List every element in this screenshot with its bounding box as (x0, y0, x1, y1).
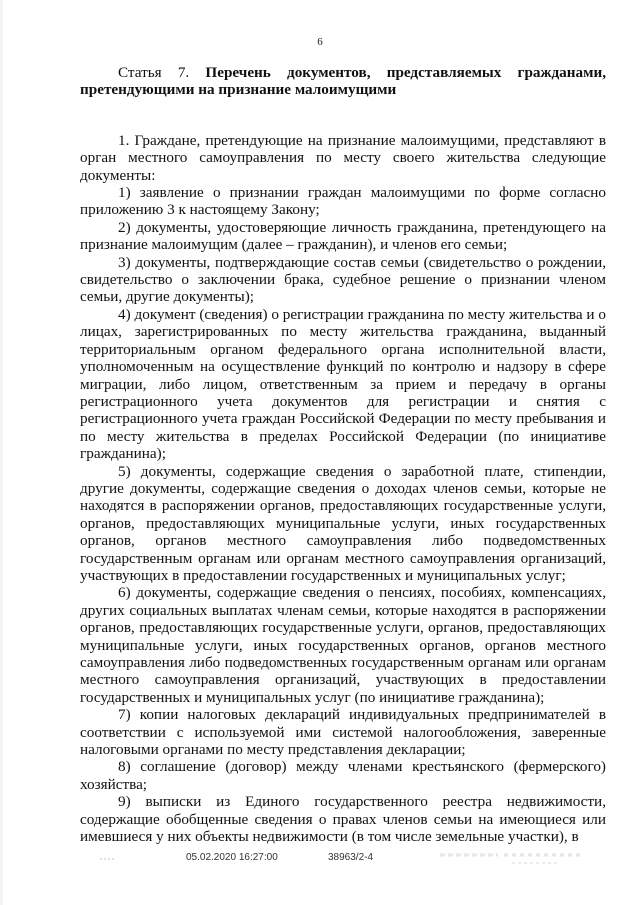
article-heading (80, 64, 606, 99)
list-item-6: 6) документы, содержащие сведения о пенсиях, пособиях, компенсациях, других социальных выплатах членам семьи, которые находятся в распоряжении органов, предоставляющих государственные услуги, органов, предоставляющих муниципальные услуги, иных государственных органов, органов местного самоуправления либо подведомственных государственным органам или органам местного самоуправления организаций, участвующих в предоставлении государственных и муниципальных услуг (по инициативе гражданина); (80, 584, 606, 706)
footer-reg-number: 38963/2-4 (328, 852, 374, 863)
document-body (80, 64, 606, 845)
article-label: Статья 7. (118, 64, 190, 81)
list-item-5: 5) документы, содержащие сведения о заработной плате, стипендии, другие документы, содержащие сведения о доходах членов семьи, которые не находятся в распоряжении органов, предоставляющих государственные услуги, органов, предоставляющих муниципальные услуги, иных государственных органов, органов местного самоуправления либо подведомственных государственным органам или органам местного самоуправления организаций, участвующих в предоставлении государственных и муниципальных услуг; (80, 462, 606, 584)
list-item-7: 7) копии налоговых деклараций индивидуальных предпринимателей в соответствии с используемой ими системой налогообложения, заверенные налоговыми органами по месту представления декларации; (80, 706, 606, 759)
article-title: Перечень документов, представляемых гражданами, претендующими на признание малоимущими (80, 64, 607, 99)
list-item-1: 1) заявление о признании граждан малоимущими по форме согласно приложению 3 к настоящему Закону; (80, 184, 606, 219)
list-item-3: 3) документы, подтверждающие состав семьи (свидетельство о рождении, свидетельство о заключении брака, судебное решение о признании членом семьи, другие документы); (80, 253, 606, 306)
page-number: 6 (317, 36, 323, 48)
list-item-9: 9) выписки из Единого государственного реестра недвижимости, содержащие обобщенные сведения о правах членов семьи на имеющиеся или имевшиеся у них объекты недвижимости (в том числе земельные участки), в (80, 793, 606, 846)
paragraph-list (80, 132, 606, 846)
list-item-4: 4) документ (сведения) о регистрации гражданина по месту жительства и о лицах, зарегистрированных по месту жительства гражданина, выданный территориальным органом федерального органа исполнительной власти, уполномоченным на осуществление функций по контролю и надзору в сфере миграции, либо лицом, ответственным за прием и передачу в органы регистрационного учета документов для регистрации и снятия с регистрационного учета граждан Российской Федерации по месту пребывания и по месту жительства в пределах Российской Федерации (по инициативе гражданина); (80, 305, 606, 463)
faint-watermark-icon (438, 850, 588, 868)
paragraph-item-1: 1. Граждане, претендующие на признание малоимущими, представляют в орган местного самоуправления по месту своего жительства следующие документы: (80, 131, 606, 184)
faint-watermark-text (438, 850, 588, 868)
footer-date: 05.02.2020 16:27:00 (186, 852, 278, 863)
list-item-2: 2) документы, удостоверяющие личность гражданина, претендующего на признание малоимущим (далее – гражданин), и членов его семьи; (80, 218, 606, 254)
list-item-8: 8) соглашение (договор) между членами крестьянского (фермерского) хозяйства; (80, 758, 606, 793)
